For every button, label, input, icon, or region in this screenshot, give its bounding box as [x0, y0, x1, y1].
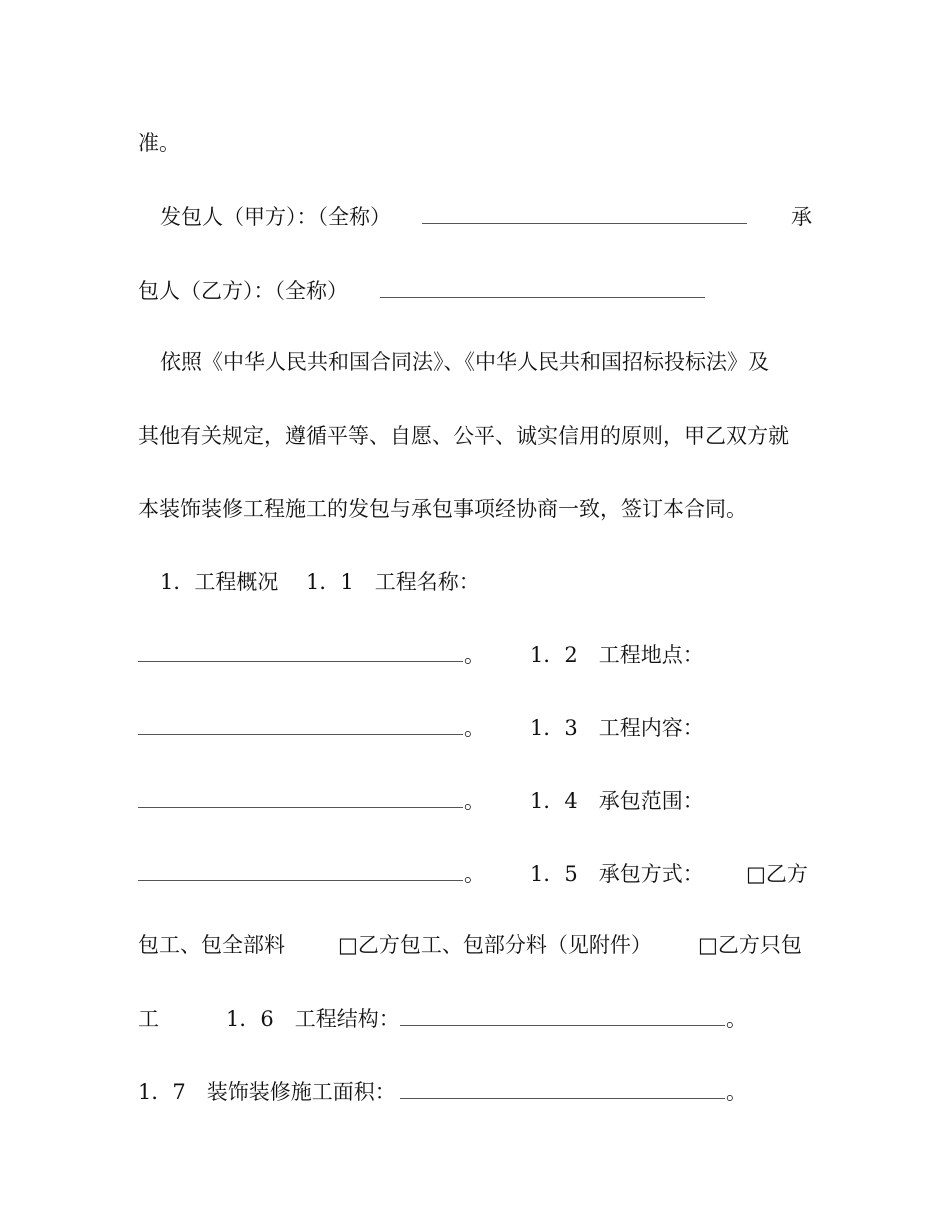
project-name-blank[interactable]	[138, 640, 463, 662]
line-text: 工	[138, 1007, 159, 1031]
line-text: 1．7 装饰装修施工面积：	[138, 1080, 396, 1104]
line-text: 1．工程概况 1．1 工程名称：	[160, 570, 480, 594]
project-content-blank[interactable]	[138, 786, 463, 808]
text-line	[138, 1004, 813, 1034]
checkbox-option-partial[interactable]: □乙方包工、包部分料（见附件）	[338, 933, 652, 957]
line-text: 1．3 工程内容：	[530, 716, 704, 740]
party-a-name-blank[interactable]	[422, 202, 747, 224]
project-location-blank[interactable]	[138, 713, 463, 735]
line-text: 其他有关规定，遵循平等、自愿、公平、诚实信用的原则，甲乙双方就	[138, 424, 789, 448]
text-line	[138, 786, 813, 816]
text-line	[138, 128, 813, 158]
party-b-label: 包人（乙方）：（全称）	[138, 279, 348, 303]
line-text: 本装饰装修工程施工的发包与承包事项经协商一致，签订本合同。	[138, 497, 747, 521]
line-text: 准。	[138, 131, 180, 155]
project-structure-blank[interactable]	[400, 1004, 725, 1026]
text-line-party-a	[138, 202, 813, 232]
line-text: 承	[791, 205, 812, 229]
party-b-name-blank[interactable]	[380, 276, 705, 298]
line-text: 。	[464, 716, 485, 740]
line-text: 。	[464, 862, 485, 886]
checkbox-option-full[interactable]: □乙方	[746, 862, 808, 886]
line-text: 1．5 承包方式：	[530, 862, 704, 886]
contract-scope-blank[interactable]	[138, 859, 463, 881]
checkbox-option-labor-only[interactable]: □乙方只包	[698, 933, 802, 957]
line-text: 包工、包全部料	[138, 933, 285, 957]
line-text: 。	[726, 1007, 747, 1031]
line-text: 1．4 承包范围：	[530, 789, 704, 813]
line-text: 依照《中华人民共和国合同法》、《中华人民共和国招标投标法》及	[160, 350, 769, 374]
text-line	[138, 494, 813, 524]
text-line	[138, 1077, 813, 1107]
text-line	[138, 930, 813, 960]
line-text: 。	[726, 1080, 747, 1104]
line-text: 。	[464, 643, 485, 667]
construction-area-blank[interactable]	[400, 1077, 725, 1099]
line-text: 。	[464, 789, 485, 813]
text-line	[138, 347, 813, 377]
text-line	[138, 713, 813, 743]
text-line	[138, 640, 813, 670]
party-a-label: 发包人（甲方）：（全称）	[160, 205, 391, 229]
line-text: 1．6 工程结构：	[226, 1007, 400, 1031]
text-line	[138, 421, 813, 451]
line-text: 1．2 工程地点：	[530, 643, 704, 667]
text-line	[138, 859, 813, 889]
section-heading	[138, 567, 813, 597]
text-line-party-b	[138, 276, 813, 306]
